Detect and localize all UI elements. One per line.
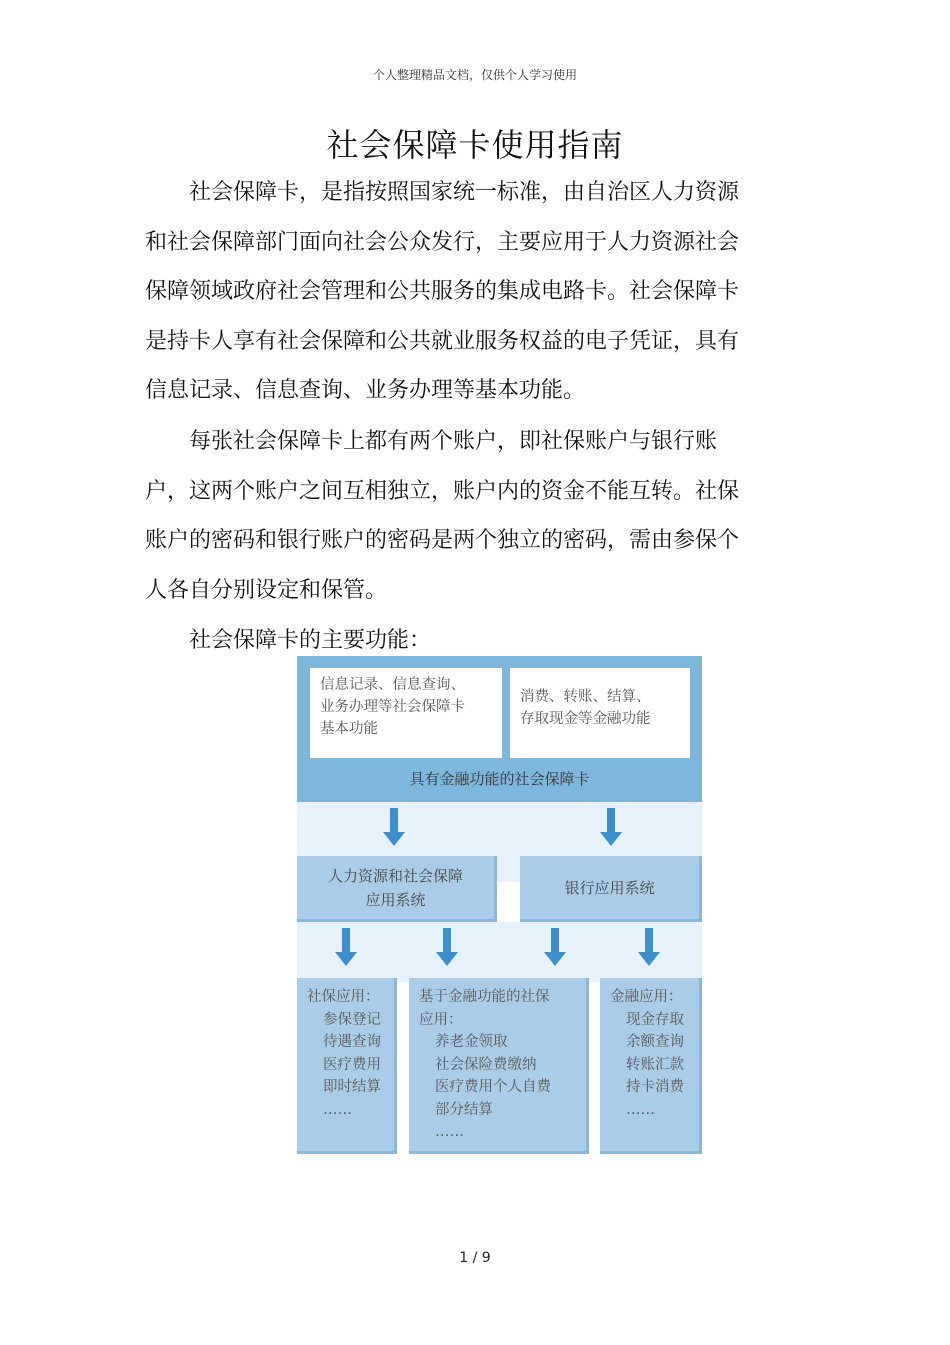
- bank-system-box: [520, 856, 702, 922]
- diagram-item: 转账汇款: [626, 1056, 684, 1073]
- diagram-line: 消费、转账、结算、: [520, 689, 651, 705]
- paragraph-definition: [145, 168, 755, 416]
- card-caption: 具有金融功能的社会保障卡: [409, 770, 590, 788]
- diagram-item: 社会保险费缴纳: [435, 1056, 537, 1073]
- diagram-item: 医疗费用: [323, 1056, 381, 1073]
- basic-functions-box: [310, 668, 502, 758]
- financial-applications-box: [600, 978, 702, 1154]
- diagram-item: 医疗费用个人自费: [435, 1079, 551, 1095]
- diagram-line: 信息记录、信息查询、: [320, 677, 465, 693]
- card-functions-band: [297, 656, 702, 802]
- diagram-item: 持卡消费: [626, 1079, 684, 1095]
- diagram-heading: 应用：: [419, 1011, 463, 1028]
- diagram-heading: 金融应用：: [610, 989, 683, 1005]
- diagram-item: ……: [626, 1101, 655, 1118]
- page-number: 1 / 9: [459, 1250, 491, 1266]
- paragraph-text: 每张社会保障卡上都有两个账户，即社保账户与银行账户，这两个账户之间互相独立，账户内的资金不能互转。社保账户的密码和银行账户的密码是两个独立的密码，需由参保个人各自分别设定和保管。: [145, 429, 740, 603]
- financial-functions-box: [510, 668, 690, 758]
- functions-diagram: [297, 656, 702, 1156]
- financial-social-security-applications-box: [409, 978, 589, 1154]
- header-note: 个人整理精品文档，仅供个人学习使用: [372, 68, 577, 82]
- diagram-line: 存取现金等金融功能: [520, 711, 651, 727]
- diagram-item: 现金存取: [626, 1011, 684, 1028]
- diagram-item: 部分结算: [435, 1101, 493, 1118]
- diagram-item: 参保登记: [323, 1011, 381, 1028]
- diagram-heading: 基于金融功能的社保: [419, 989, 550, 1005]
- diagram-item: 养老金领取: [435, 1034, 508, 1050]
- diagram-item: ……: [323, 1101, 352, 1118]
- paragraph-accounts: [145, 417, 755, 615]
- diagram-item: 即时结算: [323, 1079, 381, 1095]
- document-title: 社会保障卡使用指南: [326, 126, 624, 164]
- diagram-item: ……: [435, 1124, 464, 1140]
- diagram-item: 余额查询: [626, 1034, 684, 1050]
- hr-social-security-system-box: [297, 856, 497, 922]
- social-security-applications-box: [297, 978, 397, 1154]
- paragraph-text: 社会保障卡的主要功能：: [189, 628, 432, 653]
- diagram-heading: 社保应用：: [307, 989, 380, 1005]
- diagram-item: 待遇查询: [323, 1034, 381, 1050]
- diagram-line: 银行应用系统: [564, 879, 655, 897]
- diagram-line: 应用系统: [365, 891, 426, 909]
- paragraph-text: 社会保障卡，是指按照国家统一标准，由自治区人力资源和社会保障部门面向社会公众发行，主要应用于人力资源社会保障领域政府社会管理和公共服务的集成电路卡。社会保障卡是持卡人享有社会保障和公共就业服务权益的电子凭证，具有信息记录、信息查询、业务办理等基本功能。: [145, 180, 740, 404]
- diagram-line: 基本功能: [320, 721, 378, 737]
- diagram-line: 人力资源和社会保障: [327, 867, 463, 885]
- diagram-line: 业务办理等社会保障卡: [320, 699, 465, 715]
